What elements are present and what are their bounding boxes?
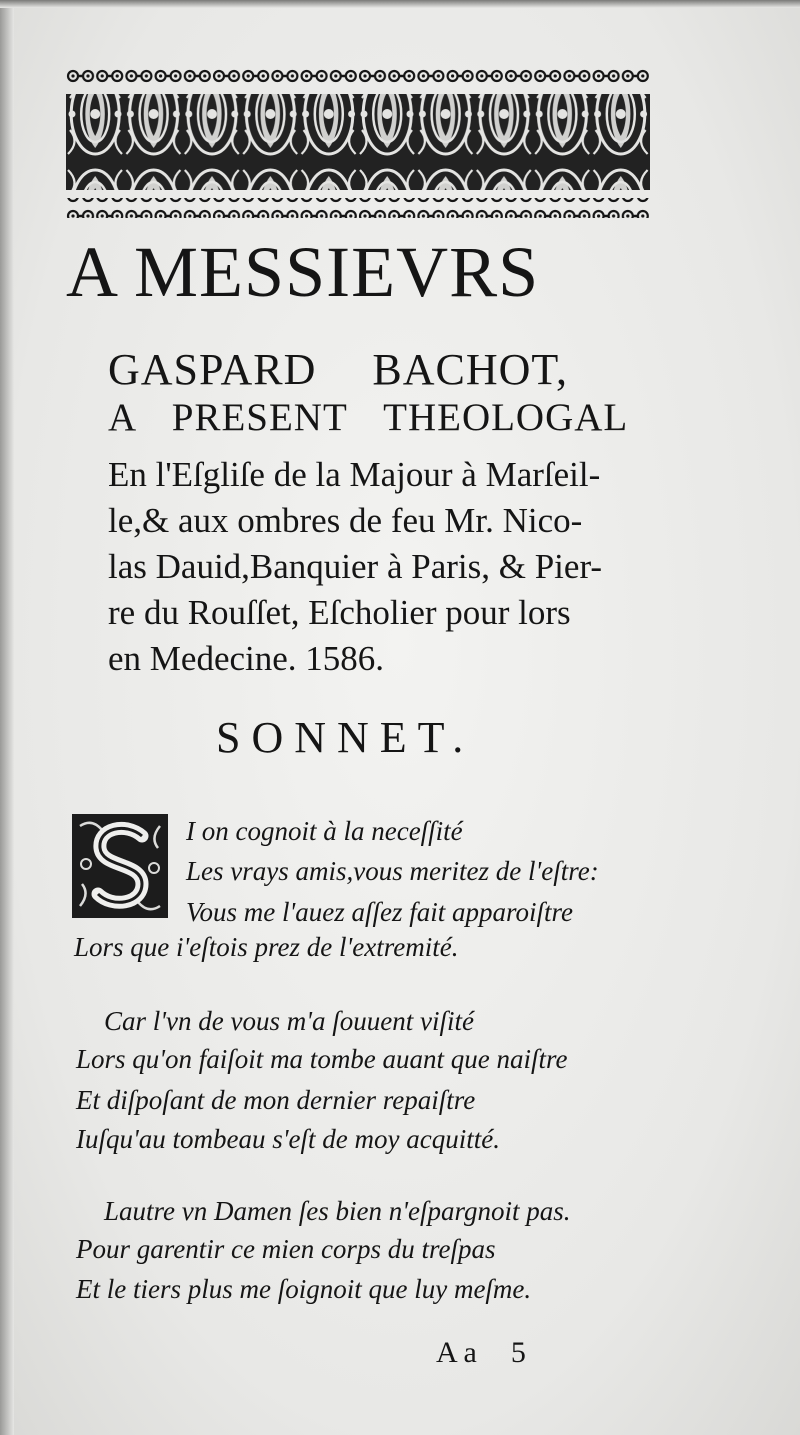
- headpiece-ornament-icon: [66, 66, 650, 218]
- verse-line: I on cognoit à la neceſſité: [186, 816, 463, 846]
- recipient-title: A PRESENT THEOLOGAL: [108, 396, 629, 439]
- verse-line: Car l'vn de vous m'a ſouuent viſité: [104, 1006, 474, 1036]
- signature-letter: A a: [436, 1336, 477, 1369]
- page-title: A MESSIEVRS: [66, 232, 540, 312]
- dedication-line: en Medecine. 1586.: [108, 639, 385, 678]
- verse-line: Les vrays amis,vous meritez de l'eſtre:: [186, 856, 599, 886]
- sonnet-heading: SONNET.: [216, 713, 475, 762]
- dedication-line: le,& aux ombres de feu Mr. Nico-: [108, 501, 583, 540]
- verse-line: Lautre vn Damen ſes bien n'eſpargnoit pas.: [104, 1196, 571, 1226]
- dedication-line: En l'Eſgliſe de la Majour à Marſeil-: [108, 455, 601, 494]
- verse-line: Iuſqu'au tombeau s'eſt de moy acquitté.: [76, 1124, 500, 1154]
- verse-line: Et le tiers plus me ſoignoit que luy meſme.: [76, 1274, 532, 1304]
- dedication-line: las Dauid,Banquier à Paris, & Pier-: [108, 547, 603, 586]
- page-top-shadow: [0, 0, 800, 8]
- drop-cap-s-icon: [72, 814, 168, 918]
- signature-mark: [436, 1336, 560, 1370]
- page-gutter-shadow: [0, 0, 14, 1435]
- dedication-text: [108, 452, 658, 682]
- verse-line: Pour garentir ce mien corps du treſpas: [76, 1234, 496, 1264]
- recipient-name: GASPARD BACHOT,: [108, 345, 568, 394]
- dedication-line: re du Rouſſet, Eſcholier pour lors: [108, 593, 571, 632]
- verse-line: Lors que i'eſtois prez de l'extremité.: [74, 932, 459, 962]
- verse-line: Lors qu'on faiſoit ma tombe auant que naiſtre: [76, 1044, 568, 1074]
- verse-line: Et diſpoſant de mon dernier repaiſtre: [76, 1085, 476, 1115]
- page-number: 5: [510, 1336, 526, 1369]
- verse-line: Vous me l'auez aſſez fait apparoiſtre: [186, 897, 574, 927]
